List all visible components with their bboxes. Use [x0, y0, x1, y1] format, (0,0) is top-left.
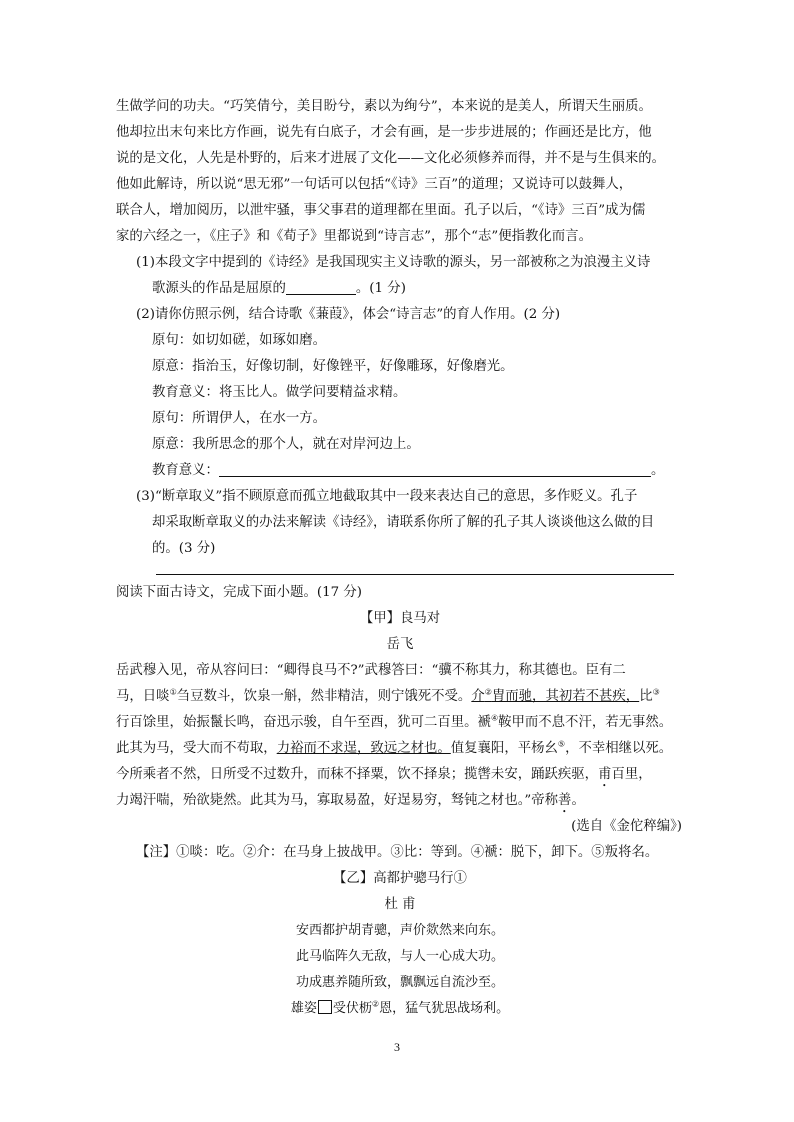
text-segment: 百里， — [611, 767, 652, 782]
example-line: 原意：我所思念的那个人，就在对岸河边上。 — [152, 437, 420, 452]
text-segment: 马，日啖 — [116, 689, 170, 704]
paragraph-line: 他却拉出末句来比方作画，说先有白底子，才会有画，是一步步进展的；作画还是比方，他 — [116, 125, 652, 140]
answer-end: 。 — [650, 463, 665, 478]
text-segment: 胄而驰，其初若不甚疾， — [491, 689, 640, 704]
dotted-character: 善 — [558, 793, 572, 808]
question-1-score: 。(1 分) — [355, 281, 406, 296]
text-a-line — [116, 788, 684, 814]
question-1-line: (1)本段文字中提到的《诗经》是我国现实主义诗歌的源头，另一部被称之为浪漫主义诗 — [136, 255, 651, 270]
text-segment: 此其为马，受大而不苟取， — [116, 741, 277, 756]
text-a-line — [116, 710, 684, 736]
answer-rule[interactable] — [156, 574, 674, 575]
note-mark: ⑤ — [557, 739, 566, 749]
question-1-text: 歌源头的作品是屈原的 — [152, 281, 286, 296]
paragraph-line: 联合人，增加阅历，以泄牢骚，事父事君的道理都在里面。孔子以后，“《诗》三百”成为儒 — [116, 203, 646, 218]
example-line: 原意：指治玉，好像切制，好像锉平，好像雕琢，好像磨光。 — [152, 359, 514, 374]
answer-label: 教育意义： — [152, 463, 219, 478]
example-line: 教育意义：将玉比人。做学问要精益求精。 — [152, 385, 407, 400]
answer-blank[interactable] — [219, 462, 651, 477]
underlined-sentence: 力裕而不求逞，致远之材也。 — [276, 741, 451, 756]
text-segment: 力竭汗喘，殆欲毙然。此其为马，寡取易盈，好逞易穷，驽钝之材也。”帝称 — [116, 793, 559, 808]
note-mark: ③ — [652, 687, 660, 697]
note-mark: ② — [484, 687, 492, 697]
text-segment: ，不幸相继以死。 — [565, 741, 673, 756]
note-mark: ② — [371, 999, 380, 1009]
question-3-line: (3)“断章取义”指不顾原意而孤立地截取其中一段来表达自己的意思，多作贬义。孔子 — [136, 489, 638, 504]
text-segment: 行百馀里，始振鬣长鸣，奋迅示骏，自午至酉，犹可二百里。褫 — [116, 715, 491, 730]
page-number: 3 — [394, 1040, 400, 1054]
note-mark: ④ — [490, 713, 499, 723]
question-2-title: (2)请你仿照示例，结合诗歌《蒹葭》，体会“诗言志”的育人作用。(2 分) — [136, 307, 561, 322]
text-a-title: 【甲】良马对 — [359, 611, 441, 626]
question-3-line: 却采取断章取义的办法来解读《诗经》，请联系你所了解的孔子其人谈谈他这么做的目 — [152, 515, 655, 530]
text-segment: 比 — [639, 689, 653, 704]
poem-line: 功成惠养随所致，飘飘远自流沙至。 — [295, 975, 504, 990]
text-a-line — [116, 736, 684, 762]
example-line: 原句：所谓伊人，在水一方。 — [152, 411, 327, 426]
paragraph-line: 说的是文化，人先是朴野的，后来才进展了文化——文化必须修养而得，并不是与生俱来的。 — [116, 151, 666, 166]
text-segment: 介 — [471, 689, 485, 704]
poem-line: 安西都护胡青骢，声价欻然来向东。 — [295, 923, 504, 938]
text-segment: 受伏枥 — [332, 1001, 372, 1016]
answer-blank[interactable] — [286, 280, 356, 295]
paragraph-line: 生做学问的功夫。“巧笑倩兮，美目盼兮，素以为绚兮”，本来说的是美人，所谓天生丽质。 — [116, 99, 652, 114]
question-2-answer-line — [152, 458, 684, 484]
text-a-notes: 【注】①啖：吃。②介：在马身上披战甲。③比：等到。④褫：脱下，卸下。⑤叛将名。 — [136, 845, 659, 860]
underlined-sentence — [471, 689, 639, 704]
text-a-line: 岳武穆入见，帝从容问曰：“卿得良马不?”武穆答曰：“骥不称其力，称其德也。臣有二 — [116, 663, 626, 678]
paragraph-line: 他如此解诗，所以说“思无邪”一句话可以包括“《诗》三百”的道理；又说诗可以鼓舞人， — [116, 177, 633, 192]
note-mark: ① — [169, 687, 177, 697]
text-a-line — [116, 762, 684, 788]
text-segment: 鞍甲而不息不汗，若无事然。 — [498, 715, 673, 730]
text-segment: 今所乘者不然，日所受不过数升，而秣不择粟，饮不择泉；揽辔未安，踊跃疾驱， — [116, 767, 599, 782]
poem-line: 此马临阵久无敌，与人一心成大功。 — [295, 949, 504, 964]
missing-character-box[interactable] — [318, 1000, 332, 1014]
question-1-line — [152, 276, 684, 302]
text-segment: 恩，猛气犹思战场利。 — [379, 1001, 510, 1016]
example-line: 原句：如切如磋，如琢如磨。 — [152, 333, 327, 348]
text-a-source: (选自《金佗稡编》) — [571, 819, 682, 834]
text-segment: 雄姿 — [290, 1001, 317, 1016]
text-a-line — [116, 684, 684, 710]
text-b-author: 杜 甫 — [384, 897, 416, 912]
text-segment: 值复襄阳，平杨幺 — [450, 741, 558, 756]
text-segment: 。 — [571, 793, 585, 808]
question-3-line: 的。(3 分) — [152, 541, 216, 556]
text-segment: 刍豆数斗，饮泉一斛，然非精洁，则宁饿死不受。 — [176, 689, 472, 704]
poem-line — [116, 996, 684, 1022]
text-b-title: 【乙】高都护骢马行① — [333, 871, 467, 886]
reading-instruction: 阅读下面古诗文，完成下面小题。(17 分) — [116, 585, 362, 600]
text-a-author: 岳飞 — [386, 637, 414, 652]
paragraph-line: 家的六经之一，《庄子》和《荀子》里都说到“诗言志”，那个“志”便指教化而言。 — [116, 229, 592, 244]
dotted-character: 甫 — [598, 767, 612, 782]
